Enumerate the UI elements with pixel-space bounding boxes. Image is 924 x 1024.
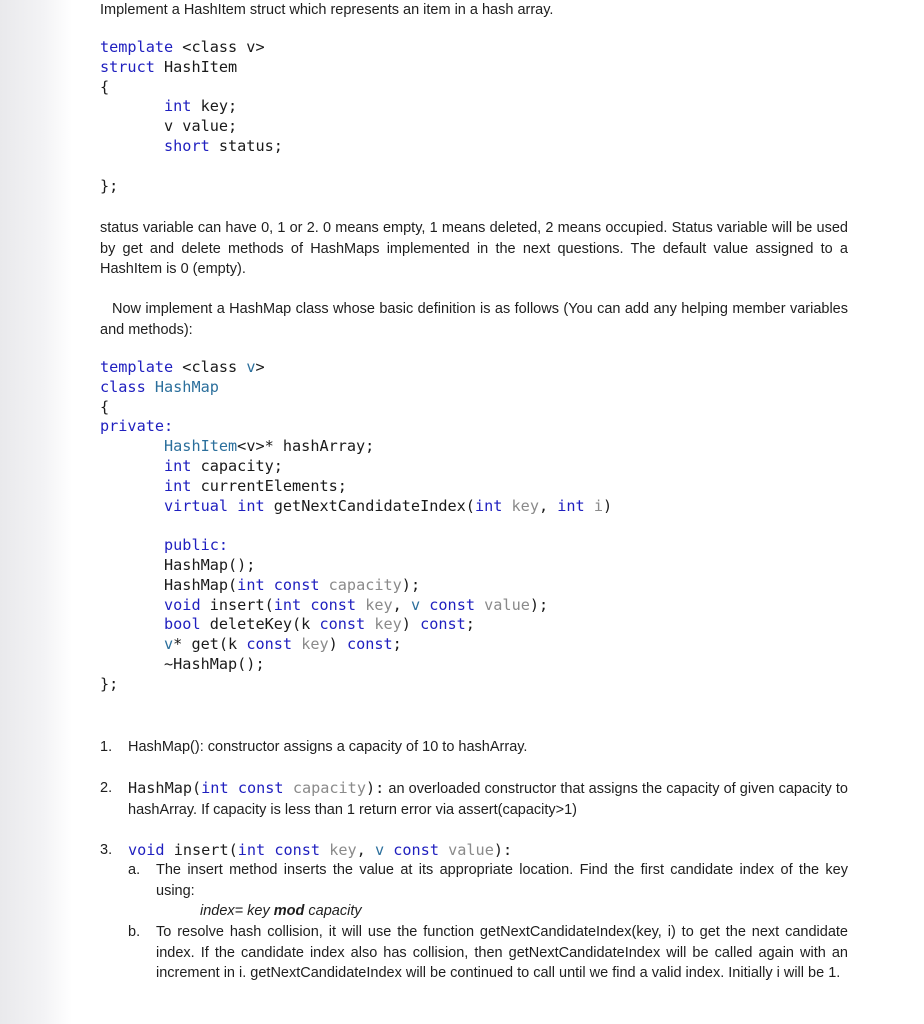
code-token: capacity bbox=[292, 779, 366, 797]
code-token: class bbox=[100, 377, 146, 396]
code-token: deleteKey(k bbox=[200, 615, 320, 634]
code-token: key; bbox=[191, 97, 238, 116]
code-token: value bbox=[484, 595, 530, 614]
code-token: template bbox=[100, 358, 174, 376]
code-token: const bbox=[420, 615, 466, 634]
code-token: const bbox=[274, 841, 321, 859]
code-token: ; bbox=[465, 615, 475, 634]
list-number: 2. bbox=[100, 780, 113, 796]
code-token: ) bbox=[328, 635, 347, 654]
code-token: currentElements; bbox=[191, 476, 347, 495]
formula bbox=[200, 901, 920, 922]
code-token: const bbox=[237, 779, 284, 797]
code-token: * get(k bbox=[173, 635, 247, 654]
code-token: int bbox=[201, 779, 229, 797]
code-token: ) bbox=[603, 496, 613, 515]
code-token: const bbox=[273, 575, 320, 594]
code-token: <class bbox=[173, 358, 247, 376]
code-token: }; bbox=[100, 176, 119, 195]
code-token: v bbox=[410, 595, 421, 614]
sub-item-text: To resolve hash collision, it will use the function getNextCandidateIndex(key, i) to get the next candidate index. If the candidate index also has collision, then getNextCandidateIndex will be called again with an increment in i. getNextCandidateIndex will be continued to call until we find a valid index. Initially i will be 1. bbox=[156, 924, 848, 981]
intro-text: Implement a HashItem struct which represents an item in a hash array. bbox=[100, 2, 554, 18]
code-token: value bbox=[448, 841, 494, 859]
code-token: i bbox=[593, 496, 604, 515]
code-token: <v>* hashArray; bbox=[237, 437, 375, 456]
code-token: int bbox=[557, 496, 585, 515]
code-token: key bbox=[365, 595, 393, 614]
code-token: int bbox=[164, 476, 192, 495]
list-item-text bbox=[128, 778, 848, 820]
code-token: ) bbox=[401, 615, 421, 634]
code-token: public: bbox=[164, 536, 229, 555]
code-token: insert( bbox=[164, 841, 238, 859]
code-token: bool bbox=[164, 615, 201, 634]
hashmap-paragraph: Now implement a HashMap class whose basic definition is as follows (You can add any helping member variables and methods): bbox=[100, 301, 848, 338]
code-token: int bbox=[474, 496, 503, 515]
code-token: HashMap(); bbox=[164, 555, 256, 574]
code-token: int bbox=[164, 456, 192, 475]
code-token: { bbox=[100, 397, 110, 416]
code-token: int bbox=[273, 595, 302, 614]
list-number: 1. bbox=[100, 739, 113, 755]
code-token: HashMap( bbox=[164, 575, 238, 594]
code-token: HashMap bbox=[154, 377, 219, 396]
code-token: int bbox=[237, 496, 265, 515]
code-token: short bbox=[164, 136, 210, 155]
code-token: void bbox=[164, 595, 201, 614]
formula-part: index= key bbox=[200, 903, 274, 919]
code-token: capacity; bbox=[191, 456, 283, 475]
code-token: v bbox=[374, 841, 385, 859]
code-token: ; bbox=[392, 635, 402, 654]
code-token: ): bbox=[365, 779, 385, 797]
formula-text bbox=[200, 903, 362, 919]
code-token: virtual bbox=[164, 496, 229, 515]
code-token: const bbox=[346, 635, 393, 654]
list-item-text bbox=[128, 840, 848, 862]
code-token: key bbox=[374, 615, 402, 634]
list-item-description: an overloaded constructor that assigns the capacity of given capacity to hashArray. If capacity is less than 1 return error via assert(capacity>1) bbox=[128, 781, 848, 818]
code-token: key bbox=[511, 496, 539, 515]
list-number: 3. bbox=[100, 842, 113, 858]
struct-code-block bbox=[100, 38, 283, 196]
code-token: { bbox=[100, 77, 110, 96]
formula-part: capacity bbox=[304, 903, 362, 919]
code-token: ~HashMap(); bbox=[164, 654, 265, 673]
code-token: ); bbox=[401, 575, 421, 594]
list-item-text: HashMap(): constructor assigns a capacity of 10 to hashArray. bbox=[128, 739, 528, 755]
code-token: status; bbox=[209, 136, 283, 155]
sub-item-label: b. bbox=[128, 924, 141, 940]
code-token: v bbox=[246, 358, 256, 376]
inline-code bbox=[128, 841, 512, 859]
code-token: HashMap( bbox=[128, 779, 202, 797]
code-token: , bbox=[392, 595, 411, 614]
code-token: int bbox=[164, 97, 192, 116]
code-token: const bbox=[246, 635, 293, 654]
sub-item-text: The insert method inserts the value at its appropriate location. Find the first candidate index of the key using: bbox=[156, 862, 848, 899]
code-token: getNextCandidateIndex( bbox=[264, 496, 475, 515]
code-token: private: bbox=[100, 417, 174, 436]
code-token: HashItem bbox=[154, 57, 238, 76]
code-token: capacity bbox=[328, 575, 402, 594]
code-token: const bbox=[310, 595, 357, 614]
code-token: int bbox=[237, 575, 265, 594]
code-token: ); bbox=[529, 595, 549, 614]
code-token: key bbox=[329, 841, 357, 859]
formula-operator: mod bbox=[273, 903, 305, 919]
page-edge-shadow bbox=[0, 0, 72, 1024]
code-token: key bbox=[301, 635, 329, 654]
code-token: ): bbox=[493, 841, 513, 859]
code-token: v bbox=[164, 635, 174, 654]
code-token: HashItem bbox=[164, 437, 238, 456]
code-token: > bbox=[255, 358, 265, 376]
code-token: }; bbox=[100, 674, 119, 693]
code-token: int bbox=[237, 841, 266, 859]
status-paragraph: status variable can have 0, 1 or 2. 0 means empty, 1 means deleted, 2 means occupied. Status variable will be used by get and delete methods of HashMaps implemented in the next questions. The default value assigned to a HashItem is 0 (empty). bbox=[100, 220, 848, 277]
code-token: const bbox=[393, 841, 439, 859]
code-token: struct bbox=[100, 57, 155, 76]
code-token: , bbox=[356, 841, 375, 859]
code-token: insert( bbox=[200, 595, 274, 614]
code-token: <class v> bbox=[173, 38, 265, 56]
code-token: const bbox=[429, 595, 475, 614]
class-code-block bbox=[100, 358, 612, 695]
inline-code bbox=[128, 779, 384, 797]
code-token: , bbox=[538, 496, 558, 515]
code-token: template bbox=[100, 38, 174, 56]
code-token: const bbox=[319, 615, 366, 634]
code-token: void bbox=[128, 841, 165, 859]
sub-item-label: a. bbox=[128, 862, 141, 878]
code-token: v value; bbox=[164, 117, 238, 136]
